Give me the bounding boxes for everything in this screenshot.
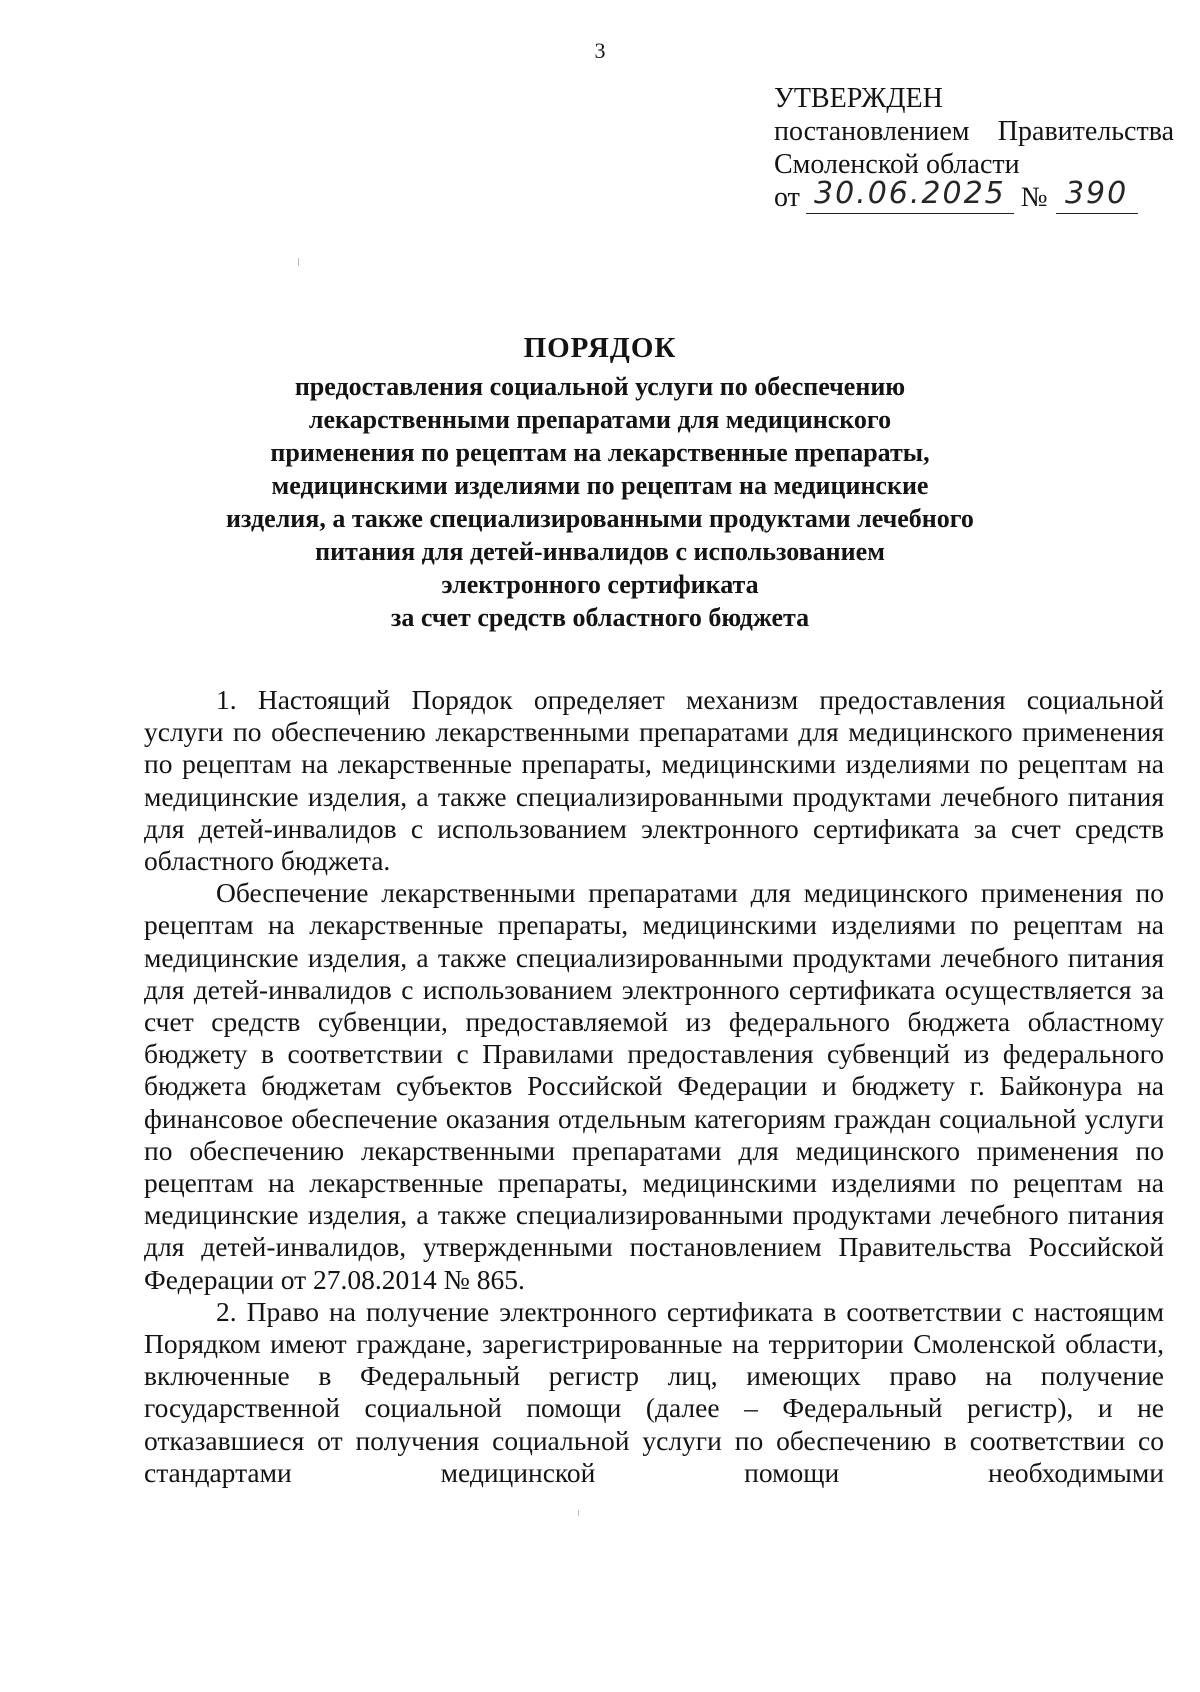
title-line: питания для детей-инвалидов с использованием bbox=[315, 537, 885, 566]
approval-block bbox=[774, 82, 1174, 214]
page-number: 3 bbox=[594, 38, 606, 63]
title-line: электронного сертификата bbox=[441, 570, 759, 599]
title-line: предоставления социальной услуги по обеспечению bbox=[294, 372, 906, 401]
approval-date-field bbox=[806, 176, 1014, 214]
approval-date-line bbox=[774, 176, 1174, 214]
document-title-block bbox=[0, 330, 1200, 634]
title-line: за счет средств областного бюджета bbox=[390, 603, 810, 632]
approval-date-handwritten: 30.06.2025 bbox=[813, 176, 1006, 211]
approval-region: Смоленской области bbox=[774, 149, 1020, 180]
document-body bbox=[144, 684, 1164, 1489]
document-heading: ПОРЯДОК bbox=[523, 332, 677, 364]
title-line: применения по рецептам на лекарственные препараты, bbox=[270, 438, 930, 467]
title-line: медицинскими изделиями по рецептам на медицинские bbox=[271, 471, 929, 500]
approval-decree-word: постановлением bbox=[774, 116, 970, 147]
scan-artifact-mark bbox=[298, 258, 299, 266]
approval-number-handwritten: 390 bbox=[1064, 176, 1129, 211]
title-line: изделия, а также специализированными продуктами лечебного bbox=[226, 504, 974, 533]
scan-artifact-mark bbox=[578, 1510, 579, 1516]
title-line: лекарственными препаратами для медицинского bbox=[308, 405, 892, 434]
approval-date-prefix: от bbox=[774, 182, 800, 213]
approval-number-field bbox=[1056, 176, 1138, 214]
approval-status: УТВЕРЖДЕН bbox=[774, 83, 943, 114]
body-paragraph: 1. Настоящий Порядок определяет механизм предоставления социальной услуги по обеспечению лекарственными препаратами для медицинского применения по рецептам на лекарственные препараты, медицинскими изделиями по рецептам на медицинские изделия, а также специализированными продуктами лечебного питания для детей-инвалидов с использованием электронного сертификата за счет средств областного бюджета. bbox=[144, 684, 1164, 877]
approval-number-prefix: № bbox=[1020, 182, 1048, 213]
approval-line-1 bbox=[774, 115, 1174, 148]
body-paragraph: Обеспечение лекарственными препаратами для медицинского применения по рецептам на лекарственные препараты, медицинскими изделиями по рецептам на медицинские изделия, а также специализированными продуктами лечебного питания для детей-инвалидов с использованием электронного сертификата осуществляется за счет средств субвенции, предоставляемой из федерального бюджета областному бюджету в соответствии с Правилами предоставления субвенций из федерального бюджета бюджетам субъектов Российской Федерации и бюджету г. Байконура на финансовое обеспечение оказания отдельным категориям граждан социальной услуги по обеспечению лекарственными препаратами для медицинского применения по рецептам на лекарственные препараты, медицинскими изделиями по рецептам на медицинские изделия, а также специализированными продуктами лечебного питания для детей-инвалидов, утвержденными постановлением Правительства Российской Федерации от 27.08.2014 № 865. bbox=[144, 877, 1164, 1295]
approval-government-word: Правительства bbox=[997, 116, 1174, 147]
body-paragraph: 2. Право на получение электронного сертификата в соответствии с настоящим Порядком имеют граждане, зарегистрированные на территории Смоленской области, включенные в Федеральный регистр лиц, имеющих право на получение государственной социальной помощи (далее – Федеральный регистр), и не отказавшиеся от получения социальной услуги по обеспечению в соответствии со стандартами медицинской помощи необходимыми bbox=[144, 1295, 1164, 1488]
